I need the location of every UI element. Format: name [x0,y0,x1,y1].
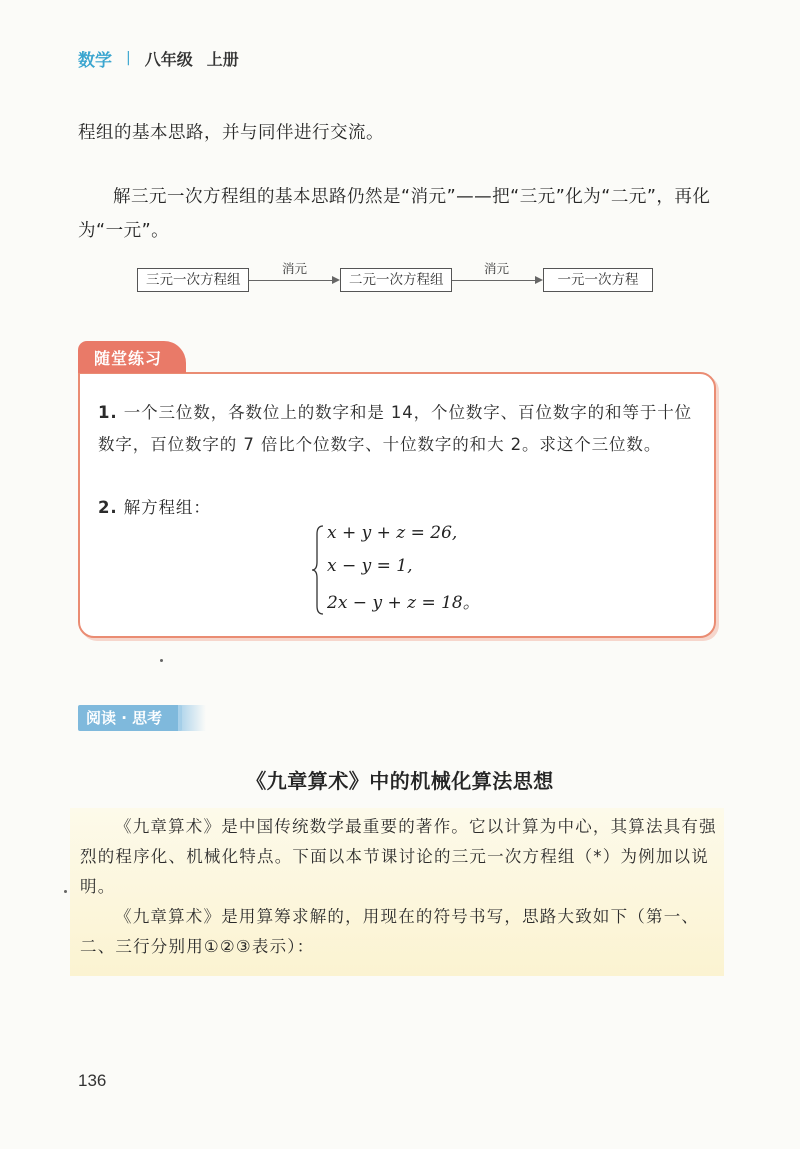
arrow-right-icon [535,276,543,284]
article-title: 《九章算术》中的机械化算法思想 [246,769,554,793]
reading-tab-fade [178,705,206,731]
reading-tab-label: 阅读 · 思考 [86,709,163,727]
body-line-1: 程组的基本思路，并与同伴进行交流。 [78,123,384,143]
practice-tab-label: 随堂练习 [94,349,163,368]
flow-arrow-label-2: 消元 [484,261,510,276]
header-separator: | [126,50,131,66]
reading-paragraph-2: 《九章算术》是用算筹求解的，用现在的符号书写，思路大致如下（第一、二、三行分别用①②③表示）： [80,907,700,956]
equation-3: 2x − y + z = 18。 [327,593,480,613]
exercise-1-text: 一个三位数，各数位上的数字和是 14，个位数字、百位数字的和等于十位数字，百位数字的 7 倍比个位数字、十位数字的和大 2。求这个三位数。 [98,403,693,454]
exercise-2-text: 解方程组： [123,498,211,517]
speck [64,890,67,893]
page-header [78,46,239,70]
exercise-1-number: 1. [98,403,118,422]
flow-arrow-1-line [249,280,333,281]
speck [160,659,163,662]
exercise-2 [98,492,211,524]
flow-box-one-var: 一元一次方程 [543,268,653,292]
equation-2: x − y = 1, [327,556,413,576]
volume-label: 上册 [206,49,239,69]
arrow-right-icon [332,276,340,284]
reading-paragraph-1: 《九章算术》是中国传统数学最重要的著作。它以计算为中心，其算法具有强烈的程序化、机械化特点。下面以本节课讨论的三元一次方程组（*）为例加以说明。 [80,817,717,896]
flow-box-two-var: 二元一次方程组 [340,268,452,292]
body-paragraph-2: 解三元一次方程组的基本思路仍然是“消元”——把“三元”化为“二元”，再化为“一元”。 [78,187,711,241]
subject-label: 数学 [78,50,112,71]
grade-label: 八年级 [144,49,193,69]
flow-arrow-2-line [452,280,536,281]
exercise-1 [98,397,698,461]
left-brace-icon [311,524,325,616]
equation-1: x + y + z = 26, [327,523,458,543]
flow-box-three-var: 三元一次方程组 [137,268,249,292]
page-number: 136 [78,1071,107,1090]
flow-arrow-label-1: 消元 [282,261,308,276]
exercise-2-number: 2. [98,498,118,517]
